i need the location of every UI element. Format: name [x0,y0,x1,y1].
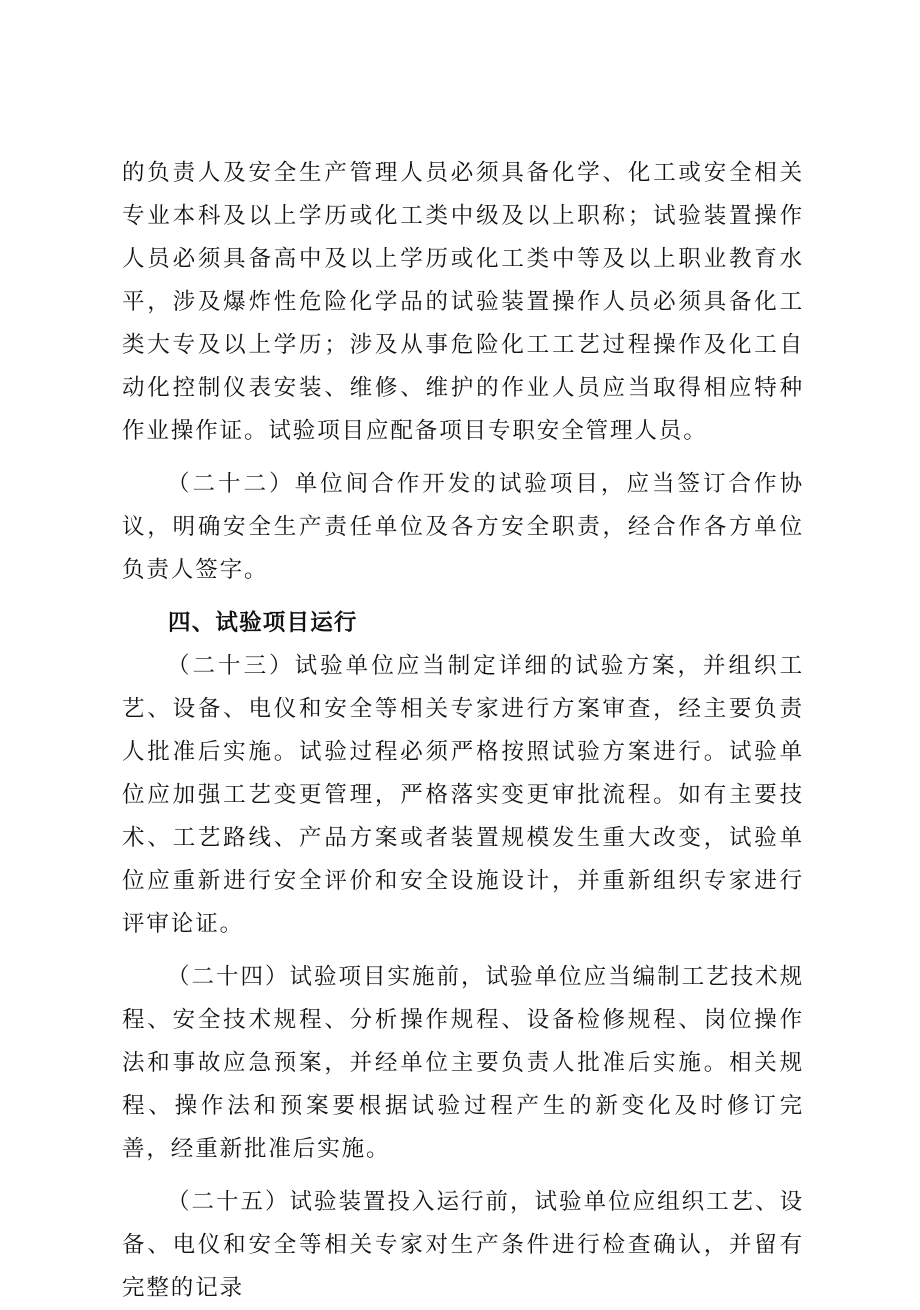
paragraph-qualification-requirements: 的负责人及安全生产管理人员必须具备化学、化工或安全相关专业本科及以上学历或化工类中级及以上职称；试验装置操作人员必须具备高中及以上学历或化工类中等及以上职业教育水平，涉及爆炸性危险化学品的试验装置操作人员必须具备化工类大专及以上学历；涉及从事危险化工工艺过程操作及化工自动化控制仪表安装、维修、维护的作业人员应当取得相应特种作业操作证。试验项目应配备项目专职安全管理人员。 [122,160,804,444]
paragraph-24: （二十四）试验项目实施前，试验单位应当编制工艺技术规程、安全技术规程、分析操作规程、设备检修规程、岗位操作法和事故应急预案，并经单位主要负责人批准后实施。相关规程、操作法和预案要根据试验过程产生的新变化及时修订完善，经重新批准后实施。 [122,964,804,1162]
paragraph-25: （二十五）试验装置投入运行前，试验单位应组织工艺、设备、电仪和安全等相关专家对生产条件进行检查确认，并留有完整的记录 [122,1189,804,1301]
paragraph-22: （二十二）单位间合作开发的试验项目，应当签订合作协议，明确安全生产责任单位及各方安全职责，经合作各方单位负责人签字。 [122,471,804,583]
section-heading: 四、试验项目运行 [168,610,358,636]
document-body [122,152,804,1310]
paragraph-23: （二十三）试验单位应当制定详细的试验方案，并组织工艺、设备、电仪和安全等相关专家进行方案审查，经主要负责人批准后实施。试验过程必须严格按照试验方案进行。试验单位应加强工艺变更管理，严格落实变更审批流程。如有主要技术、工艺路线、产品方案或者装置规模发生重大改变，试验单位应重新进行安全评价和安全设施设计，并重新组织专家进行评审论证。 [122,653,804,937]
